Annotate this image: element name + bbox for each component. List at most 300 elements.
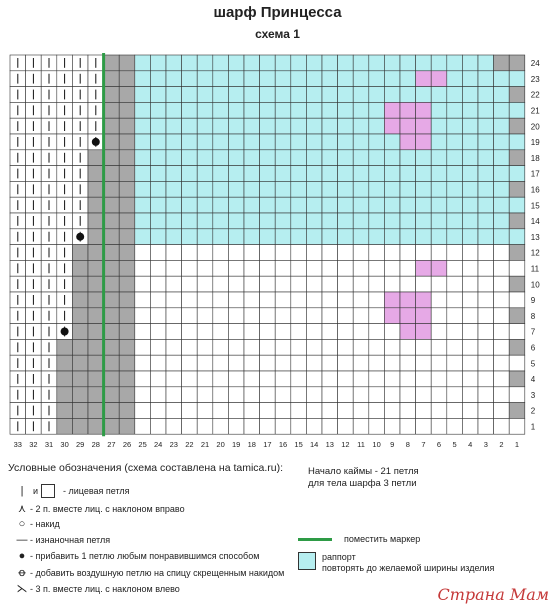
grid-cell	[104, 276, 120, 292]
legend-yo-text: - накид	[30, 519, 60, 529]
grid-cell	[462, 418, 478, 434]
row-number: 14	[530, 217, 540, 227]
grid-cell	[494, 308, 510, 324]
grid-cell	[166, 166, 182, 182]
column-number: 21	[200, 440, 210, 450]
grid-cell	[260, 339, 276, 355]
grid-cell	[400, 118, 416, 134]
grid-cell	[182, 260, 198, 276]
grid-cell	[72, 308, 88, 324]
grid-cell	[338, 166, 354, 182]
grid-cell	[494, 197, 510, 213]
increase-dot	[76, 233, 84, 241]
grid-cell	[353, 260, 369, 276]
grid-cell	[322, 308, 338, 324]
row-number: 17	[530, 169, 540, 179]
grid-cell	[416, 371, 432, 387]
grid-cell	[104, 197, 120, 213]
grid-cell	[88, 371, 104, 387]
grid-cell	[322, 150, 338, 166]
grid-cell	[478, 292, 494, 308]
grid-cell	[260, 102, 276, 118]
legend-marker	[298, 534, 420, 544]
grid-cell	[384, 213, 400, 229]
legend-knit: | и - лицевая петля	[14, 484, 130, 498]
column-number: 15	[294, 440, 303, 450]
grid-cell	[260, 355, 276, 371]
grid-cell	[509, 87, 525, 103]
grid-cell	[88, 166, 104, 182]
grid-cell	[244, 197, 260, 213]
grid-cell	[150, 308, 166, 324]
grid-cell	[462, 134, 478, 150]
grid-cell	[322, 87, 338, 103]
grid-cell	[275, 229, 291, 245]
grid-cell	[322, 55, 338, 71]
grid-cell	[416, 87, 432, 103]
grid-cell	[353, 339, 369, 355]
grid-cell	[306, 197, 322, 213]
grid-cell	[509, 150, 525, 166]
grid-cell	[447, 166, 463, 182]
grid-cell	[416, 71, 432, 87]
grid-cell	[182, 245, 198, 261]
grid-cell	[416, 418, 432, 434]
grid-cell	[72, 276, 88, 292]
grid-cell	[150, 276, 166, 292]
grid-cell	[509, 418, 525, 434]
grid-cell	[338, 418, 354, 434]
grid-cell	[384, 245, 400, 261]
grid-cell	[353, 55, 369, 71]
grid-cell	[462, 355, 478, 371]
grid-cell	[447, 102, 463, 118]
grid-cell	[494, 166, 510, 182]
grid-cell	[228, 229, 244, 245]
grid-cell	[244, 292, 260, 308]
grid-cell	[166, 102, 182, 118]
grid-cell	[104, 134, 120, 150]
grid-cell	[228, 308, 244, 324]
grid-cell	[244, 166, 260, 182]
grid-cell	[494, 181, 510, 197]
grid-cell	[384, 118, 400, 134]
grid-cell	[462, 197, 478, 213]
grid-cell	[197, 134, 213, 150]
grid-cell	[213, 371, 229, 387]
grid-cell	[353, 87, 369, 103]
grid-cell	[400, 102, 416, 118]
grid-cell	[88, 260, 104, 276]
grid-cell	[197, 418, 213, 434]
grid-cell	[447, 418, 463, 434]
grid-cell	[197, 308, 213, 324]
grid-cell	[72, 355, 88, 371]
grid-cell	[150, 324, 166, 340]
column-number: 2	[499, 440, 504, 450]
grid-cell	[275, 181, 291, 197]
grid-cell	[400, 387, 416, 403]
grid-cell	[384, 166, 400, 182]
marker-line-icon	[298, 538, 332, 541]
grid-cell	[275, 87, 291, 103]
grid-cell	[135, 229, 151, 245]
grid-cell	[384, 339, 400, 355]
grid-cell	[338, 324, 354, 340]
grid-cell	[291, 213, 307, 229]
grid-cell	[384, 403, 400, 419]
grid-cell	[260, 55, 276, 71]
grid-cell	[478, 166, 494, 182]
grid-cell	[182, 213, 198, 229]
grid-cell	[400, 229, 416, 245]
grid-cell	[135, 403, 151, 419]
grid-cell	[447, 324, 463, 340]
column-number: 16	[278, 440, 288, 450]
grid-cell	[104, 102, 120, 118]
grid-cell	[447, 55, 463, 71]
grid-cell	[384, 71, 400, 87]
grid-cell	[119, 134, 135, 150]
grid-cell	[447, 150, 463, 166]
grid-cell	[431, 308, 447, 324]
grid-cell	[88, 150, 104, 166]
grid-cell	[213, 181, 229, 197]
grid-cell	[400, 324, 416, 340]
grid-cell	[494, 371, 510, 387]
column-number: 5	[452, 440, 457, 450]
grid-cell	[182, 371, 198, 387]
grid-cell	[494, 260, 510, 276]
grid-cell	[369, 260, 385, 276]
grid-cell	[509, 213, 525, 229]
grid-cell	[182, 324, 198, 340]
grid-cell	[197, 150, 213, 166]
grid-cell	[182, 181, 198, 197]
grid-cell	[462, 71, 478, 87]
column-number: 23	[169, 440, 178, 450]
grid-cell	[462, 308, 478, 324]
column-number: 14	[310, 440, 319, 450]
grid-cell	[306, 118, 322, 134]
legend-k3tog-text: - 3 п. вместе лиц. с наклоном влево	[30, 583, 180, 594]
grid-cell	[322, 403, 338, 419]
grid-cell	[478, 197, 494, 213]
grid-cell	[213, 308, 229, 324]
grid-cell	[275, 403, 291, 419]
grid-cell	[119, 229, 135, 245]
grid-cell	[384, 55, 400, 71]
grid-cell	[478, 418, 494, 434]
grid-cell	[244, 181, 260, 197]
grid-cell	[119, 355, 135, 371]
grid-cell	[338, 403, 354, 419]
grid-cell	[509, 102, 525, 118]
grid-cell	[182, 276, 198, 292]
grid-cell	[447, 276, 463, 292]
grid-cell	[384, 418, 400, 434]
grid-cell	[322, 71, 338, 87]
grid-cell	[509, 245, 525, 261]
grid-cell	[228, 55, 244, 71]
grid-cell	[322, 166, 338, 182]
grid-cell	[478, 339, 494, 355]
grid-cell	[353, 229, 369, 245]
grid-cell	[182, 166, 198, 182]
grid-cell	[509, 134, 525, 150]
grid-cell	[182, 355, 198, 371]
grid-cell	[462, 229, 478, 245]
grid-cell	[400, 308, 416, 324]
chart-title: шарф Принцесса	[213, 4, 342, 21]
grid-cell	[291, 324, 307, 340]
grid-cell	[150, 355, 166, 371]
grid-cell	[228, 276, 244, 292]
grid-cell	[431, 276, 447, 292]
grid-cell	[509, 118, 525, 134]
grid-cell	[478, 87, 494, 103]
legend-inc	[14, 550, 259, 562]
grid-cell	[88, 197, 104, 213]
grid-cell	[260, 371, 276, 387]
grid-cell	[478, 403, 494, 419]
grid-cell	[244, 245, 260, 261]
grid-cell	[104, 260, 120, 276]
grid-cell	[431, 134, 447, 150]
grid-cell	[431, 371, 447, 387]
grid-cell	[166, 197, 182, 213]
grid-cell	[447, 355, 463, 371]
grid-cell	[353, 118, 369, 134]
grid-cell	[447, 260, 463, 276]
grid-cell	[88, 339, 104, 355]
row-number: 5	[530, 359, 536, 369]
grid-cell	[260, 418, 276, 434]
grid-cell	[72, 371, 88, 387]
grid-cell	[119, 181, 135, 197]
column-number: 8	[405, 440, 410, 450]
grid-cell	[104, 371, 120, 387]
grid-cell	[135, 418, 151, 434]
grid-cell	[431, 260, 447, 276]
grid-cell	[119, 87, 135, 103]
grid-cell	[431, 87, 447, 103]
grid-cell	[369, 150, 385, 166]
grid-cell	[166, 245, 182, 261]
grid-cell	[88, 276, 104, 292]
grid-cell	[135, 87, 151, 103]
grid-cell	[119, 118, 135, 134]
grid-cell	[369, 87, 385, 103]
grid-cell	[104, 71, 120, 87]
grid-cell	[322, 324, 338, 340]
grid-cell	[197, 102, 213, 118]
column-number: 1	[514, 440, 520, 450]
grid-cell	[384, 181, 400, 197]
grid-cell	[338, 181, 354, 197]
grid-cell	[509, 324, 525, 340]
grid-cell	[494, 102, 510, 118]
grid-cell	[291, 292, 307, 308]
grid-cell	[384, 276, 400, 292]
grid-cell	[150, 260, 166, 276]
grid-cell	[119, 387, 135, 403]
row-number: 21	[530, 106, 540, 116]
grid-cell	[150, 418, 166, 434]
grid-cell	[104, 339, 120, 355]
grid-cell	[353, 276, 369, 292]
grid-cell	[462, 371, 478, 387]
grid-cell	[416, 229, 432, 245]
grid-cell	[369, 55, 385, 71]
grid-cell	[88, 308, 104, 324]
grid-cell	[509, 292, 525, 308]
grid-cell	[166, 55, 182, 71]
grid-cell	[197, 292, 213, 308]
grid-cell	[509, 387, 525, 403]
grid-cell	[447, 87, 463, 103]
row-number: 18	[530, 153, 540, 163]
grid-cell	[306, 245, 322, 261]
grid-cell	[182, 418, 198, 434]
grid-cell	[306, 87, 322, 103]
legend-k2tog-text: - 2 п. вместе лиц. с наклоном вправо	[30, 503, 185, 514]
grid-cell	[306, 260, 322, 276]
grid-cell	[104, 150, 120, 166]
grid-cell	[150, 292, 166, 308]
grid-cell	[291, 150, 307, 166]
column-number: 6	[436, 440, 442, 450]
grid-cell	[447, 71, 463, 87]
grid-cell	[104, 245, 120, 261]
grid-cell	[509, 308, 525, 324]
grid-cell	[400, 87, 416, 103]
legend-repeat-text: повторять до желаемой ширины изделия	[322, 563, 495, 573]
grid-cell	[213, 213, 229, 229]
row-number: 16	[530, 185, 540, 195]
edge-note-1: Начало каймы - 21 петля	[308, 466, 419, 477]
grid-cell	[353, 387, 369, 403]
column-number: 33	[13, 440, 22, 450]
grid-cell	[228, 134, 244, 150]
row-number: 20	[530, 122, 540, 132]
grid-cell	[462, 403, 478, 419]
grid-cell	[416, 292, 432, 308]
grid-cell	[322, 260, 338, 276]
grid-cell	[166, 308, 182, 324]
grid-cell	[353, 134, 369, 150]
grid-cell	[431, 55, 447, 71]
grid-cell	[150, 102, 166, 118]
grid-cell	[275, 71, 291, 87]
grid-cell	[338, 276, 354, 292]
grid-cell	[244, 213, 260, 229]
grid-cell	[431, 71, 447, 87]
grid-cell	[150, 387, 166, 403]
grid-cell	[182, 150, 198, 166]
grid-cell	[182, 197, 198, 213]
grid-cell	[478, 71, 494, 87]
grid-cell	[213, 387, 229, 403]
grid-cell	[135, 197, 151, 213]
grid-cell	[197, 181, 213, 197]
grid-cell	[384, 134, 400, 150]
grid-cell	[369, 308, 385, 324]
grid-cell	[57, 418, 73, 434]
row-number: 8	[530, 311, 536, 321]
grid-cell	[338, 229, 354, 245]
grid-cell	[244, 339, 260, 355]
grid-cell	[260, 387, 276, 403]
grid-cell	[57, 403, 73, 419]
grid-cell	[197, 339, 213, 355]
grid-cell	[369, 102, 385, 118]
grid-cell	[431, 181, 447, 197]
legend-purl	[14, 534, 110, 546]
grid-cell	[213, 324, 229, 340]
column-number: 25	[138, 440, 147, 450]
grid-cell	[478, 276, 494, 292]
grid-cell	[150, 197, 166, 213]
grid-cell	[462, 150, 478, 166]
grid-cell	[260, 260, 276, 276]
grid-cell	[104, 166, 120, 182]
grid-cell	[478, 371, 494, 387]
grid-cell	[135, 245, 151, 261]
grid-cell	[119, 166, 135, 182]
grid-cell	[197, 324, 213, 340]
grid-cell	[275, 55, 291, 71]
grid-cell	[88, 418, 104, 434]
grid-cell	[322, 371, 338, 387]
legend-twist	[14, 566, 284, 579]
grid-cell	[462, 339, 478, 355]
grid-cell	[416, 197, 432, 213]
column-number: 26	[122, 440, 132, 450]
grid-cell	[72, 260, 88, 276]
grid-cell	[260, 166, 276, 182]
grid-cell	[275, 150, 291, 166]
column-number: 7	[421, 440, 426, 450]
grid-cell	[213, 87, 229, 103]
grid-cell	[416, 118, 432, 134]
grid-cell	[431, 213, 447, 229]
grid-cell	[322, 292, 338, 308]
grid-cell	[322, 102, 338, 118]
grid-cell	[166, 181, 182, 197]
grid-cell	[135, 276, 151, 292]
grid-cell	[135, 118, 151, 134]
row-number: 11	[530, 264, 540, 274]
grid-cell	[509, 403, 525, 419]
grid-cell	[228, 118, 244, 134]
grid-cell	[306, 134, 322, 150]
grid-cell	[416, 308, 432, 324]
grid-cell	[197, 55, 213, 71]
grid-cell	[150, 166, 166, 182]
legend-k3tog	[14, 582, 180, 595]
grid-cell	[135, 324, 151, 340]
grid-cell	[478, 118, 494, 134]
grid-cell	[135, 102, 151, 118]
grid-cell	[260, 308, 276, 324]
grid-cell	[135, 371, 151, 387]
row-number: 3	[530, 390, 536, 400]
grid-cell	[182, 292, 198, 308]
grid-cell	[57, 371, 73, 387]
column-number: 27	[107, 440, 116, 450]
grid-cell	[322, 387, 338, 403]
